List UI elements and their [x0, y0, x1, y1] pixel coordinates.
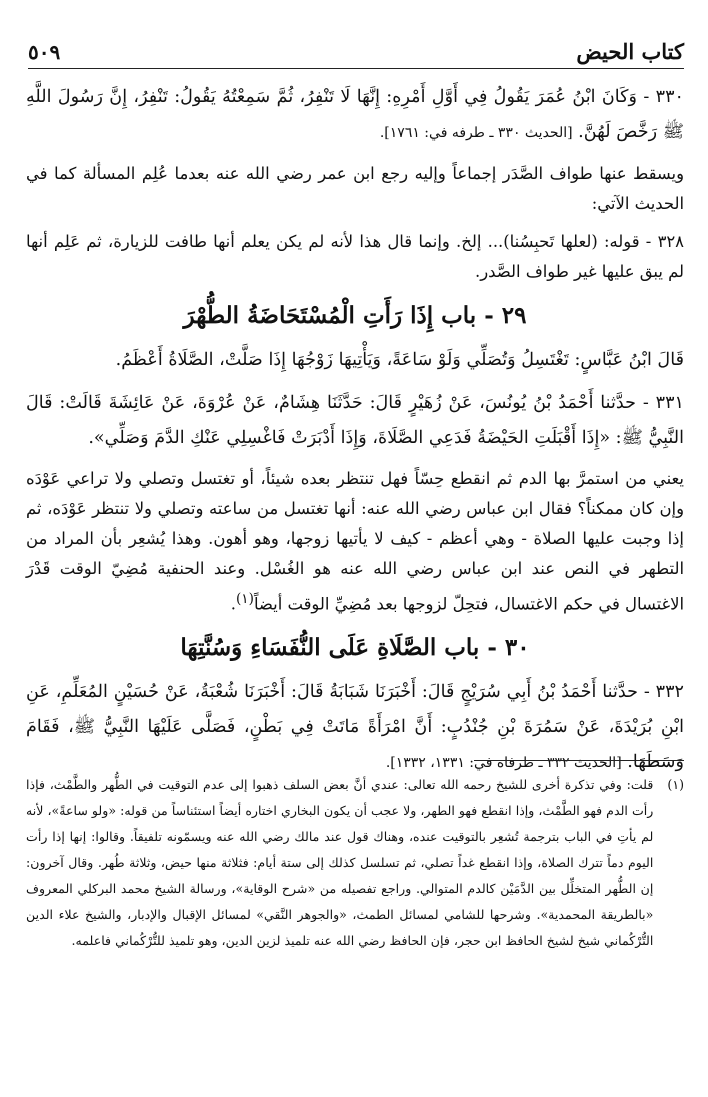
hadith-330-citation: [الحديث ٣٣٠ ـ طرفه في: ١٧٦١]. — [379, 125, 573, 141]
hadith-332-citation: [الحديث ٣٣٢ ـ طرفاه في: ١٣٣١، ١٣٣٢]. — [385, 755, 622, 772]
hadith-331: ٣٣١ - حدَّثنا أَحْمَدُ بْنُ يُونُسَ، عَنْ زُهَيْرٍ قَالَ: حَدَّثَنَا هِشَامٌ، عَنْ عُرْوَةَ، عَنْ عَائِشَةَ قَالَتْ: قَالَ النَّبِيُّ ﷺ: «إِذَا أَقْبَلَتِ الحَيْضَةُ فَدَعِي الصَّلَاةَ، وَإِذَا أَدْبَرَتْ فَاغْسِلِي عَنْكِ الدَّمَ وَصَلِّي». — [26, 393, 684, 448]
commentary-331: يعني من استمرَّ بها الدم ثم انقطع حِسّاً فهل تنتظر بعده شيئاً، أو تغتسل وتصلي ولا تراعي عَوْدَه وإن كان ممكناً؟ فقال ابن عباس رضي الله عنه: أنها تغتسل من ساعته وتصلي ولا تنتظر عَوْدَه، ثم إذا وجبت عليها الصلاة - وهي أعظم - كيف لا يأتيها زوجها، وهو أهون. وهذا يُشعِر بأن المراد من التطهر في النص عند ابن عباس رضي الله عنه هو الغُسْل. وعند الحنفية مُضِيّ الوقت قَدْرَ الاغتسال في حكم الاغتسال، فتحِلّ لزوجها بعد مُضِيِّ الوقت أيضاً$^{(١)}$. — [26, 469, 684, 614]
footnote-text: قلت: وفي تذكرة أخرى للشيخ رحمه الله تعالى: عندي أنَّ بعض السلف ذهبوا إلى عدم التوقيت في الطُّهر والطَّمْث، فإذا رأت الدم فهو الطَّمْث، وإذا انقطع فهو الطهر، ولا عجب أن يكون البخاري اختاره أيضاً استئناساً من قوله: «ولو ساعةً»، لأنه لم يأتِ في الباب بترجمة تُشعِر بالتوقيت عنده، وهناك قول عند مالك رضي الله عنه ويسمّونه تلفيقاً. وقالوا: إنها إذا رأت اليوم دماً تترك الصلاة، وإذا انقطع غداً تصلي، ثم تسلسل كذلك إلى ستة أيام: فثلاثة منها حيض، وثلاثة طُهر. وقال آخرون: إن الطُّهر المتخلِّل بين الدَّمَيْن كالدم المتوالي. وراجع تفصيله من «شرح الوقاية»، ورسالة الشيخ محمد البركلي المعروف «بالطريقة المحمدية». وشرحها للشامي لمسائل الطمث، «والجوهر النَّقي» لمسائل الإقبال والإدبار، والشيخ علاء الدين التُّرْكُماني شيخ لشيخ الحافظ ابن حجر، فإن الحافظ رضي الله عنه تلميذ لزين الدين، وهو تلميذ للتُّرْكُماني فاعلمه. — [26, 777, 654, 948]
page-number: ٥٠٩ — [28, 40, 61, 64]
hadith-330 — [26, 80, 684, 151]
footnote-reference: (١) — [235, 591, 254, 607]
ibn-abbas-statement: قَالَ ابْنُ عَبَّاسٍ: تَغْتَسِلُ وَتُصَلِّي وَلَوْ سَاعَةً، وَيَأْتِيهَا زَوْجُهَا إِذَا صَلَّتْ، الصَّلَاةُ أَعْظَمُ. — [115, 350, 684, 370]
commentary-paragraph: ويسقط عنها طواف الصَّدَر إجماعاً وإليه رجع ابن عمر رضي الله عنه بعدما عُلِم المسألة كما في الحديث الآتي: — [26, 164, 684, 213]
footnote — [26, 772, 684, 954]
hadith-332-text: ٣٣٢ - حدَّثنا أَحْمَدُ بْنُ أَبِي سُرَيْجٍ قَالَ: أَخْبَرَنَا شَبَابَةُ قَالَ: أَخْبَرَنَا شُعْبَةُ، عَنْ حُسَيْنٍ المُعَلِّمِ، عَنِ ابْنِ بُرَيْدَةَ، عَنْ سَمُرَةَ بْنِ جُنْدُبٍ: أَنَّ امْرَأَةً مَاتَتْ فِي بَطْنٍ، فَصَلَّى عَلَيْهَا النَّبِيُّ ﷺ، فَقَامَ وَسَطَهَا. — [26, 682, 684, 773]
chapter-29-heading: ٢٩ - باب إِذَا رَأَتِ الْمُسْتَحَاضَةُ الطُّهْرَ — [183, 302, 527, 329]
running-title: كتاب الحيض — [576, 39, 684, 64]
footnote-divider — [474, 760, 684, 761]
hadith-332 — [26, 675, 684, 781]
hadith-330-text: ٣٣٠ - وَكَانَ ابْنُ عُمَرَ يَقُولُ فِي أَوَّلِ أَمْرِهِ: إِنَّهَا لَا تَنْفِرُ، ثُمَّ سَمِعْتُهُ يَقُولُ: تَنْفِرُ، إِنَّ رَسُولَ اللَّهِ ﷺ رَخَّصَ لَهُنَّ. — [26, 87, 684, 142]
chapter-30-heading: ٣٠ - باب الصَّلَاةِ عَلَى النُّفَسَاءِ وَسُنَّتِهَا — [180, 634, 530, 662]
footnote-mark: (١) — [667, 777, 684, 792]
commentary-328: ٣٢٨ - قوله: (لعلها تَحبِسُنا)... إلخ. وإنما قال هذا لأنه لم يكن يعلم أنها طافت للزيارة، ثم عَلِم أنها لم يبق عليها غير طواف الصَّدر. — [26, 232, 684, 281]
page-header — [28, 30, 684, 69]
commentary-331-text: يعني من استمرَّ بها الدم ثم انقطع حِسّاً فهل تنتظر بعده شيئاً، أو تغتسل وتصلي ولا تراعي عَوْدَه وإن كان ممكناً؟ فقال ابن عباس رضي الله عنه: أنها تغتسل من ساعته وتصلي ولا تنتظر عَوْدَه، ثم إذا وجبت عليها الصلاة - وهي أعظم - كيف لا يأتيها زوجها، وهو أهون. وهذا يُشعِر بأن المراد من التطهر في النص عند ابن عباس رضي الله عنه هو الغُسْل. وعند الحنفية مُضِيّ الوقت قَدْرَ الاغتسال في حكم الاغتسال، فتحِلّ لزوجها بعد مُضِيِّ الوقت أيضاً — [26, 469, 684, 614]
main-text — [26, 80, 684, 789]
